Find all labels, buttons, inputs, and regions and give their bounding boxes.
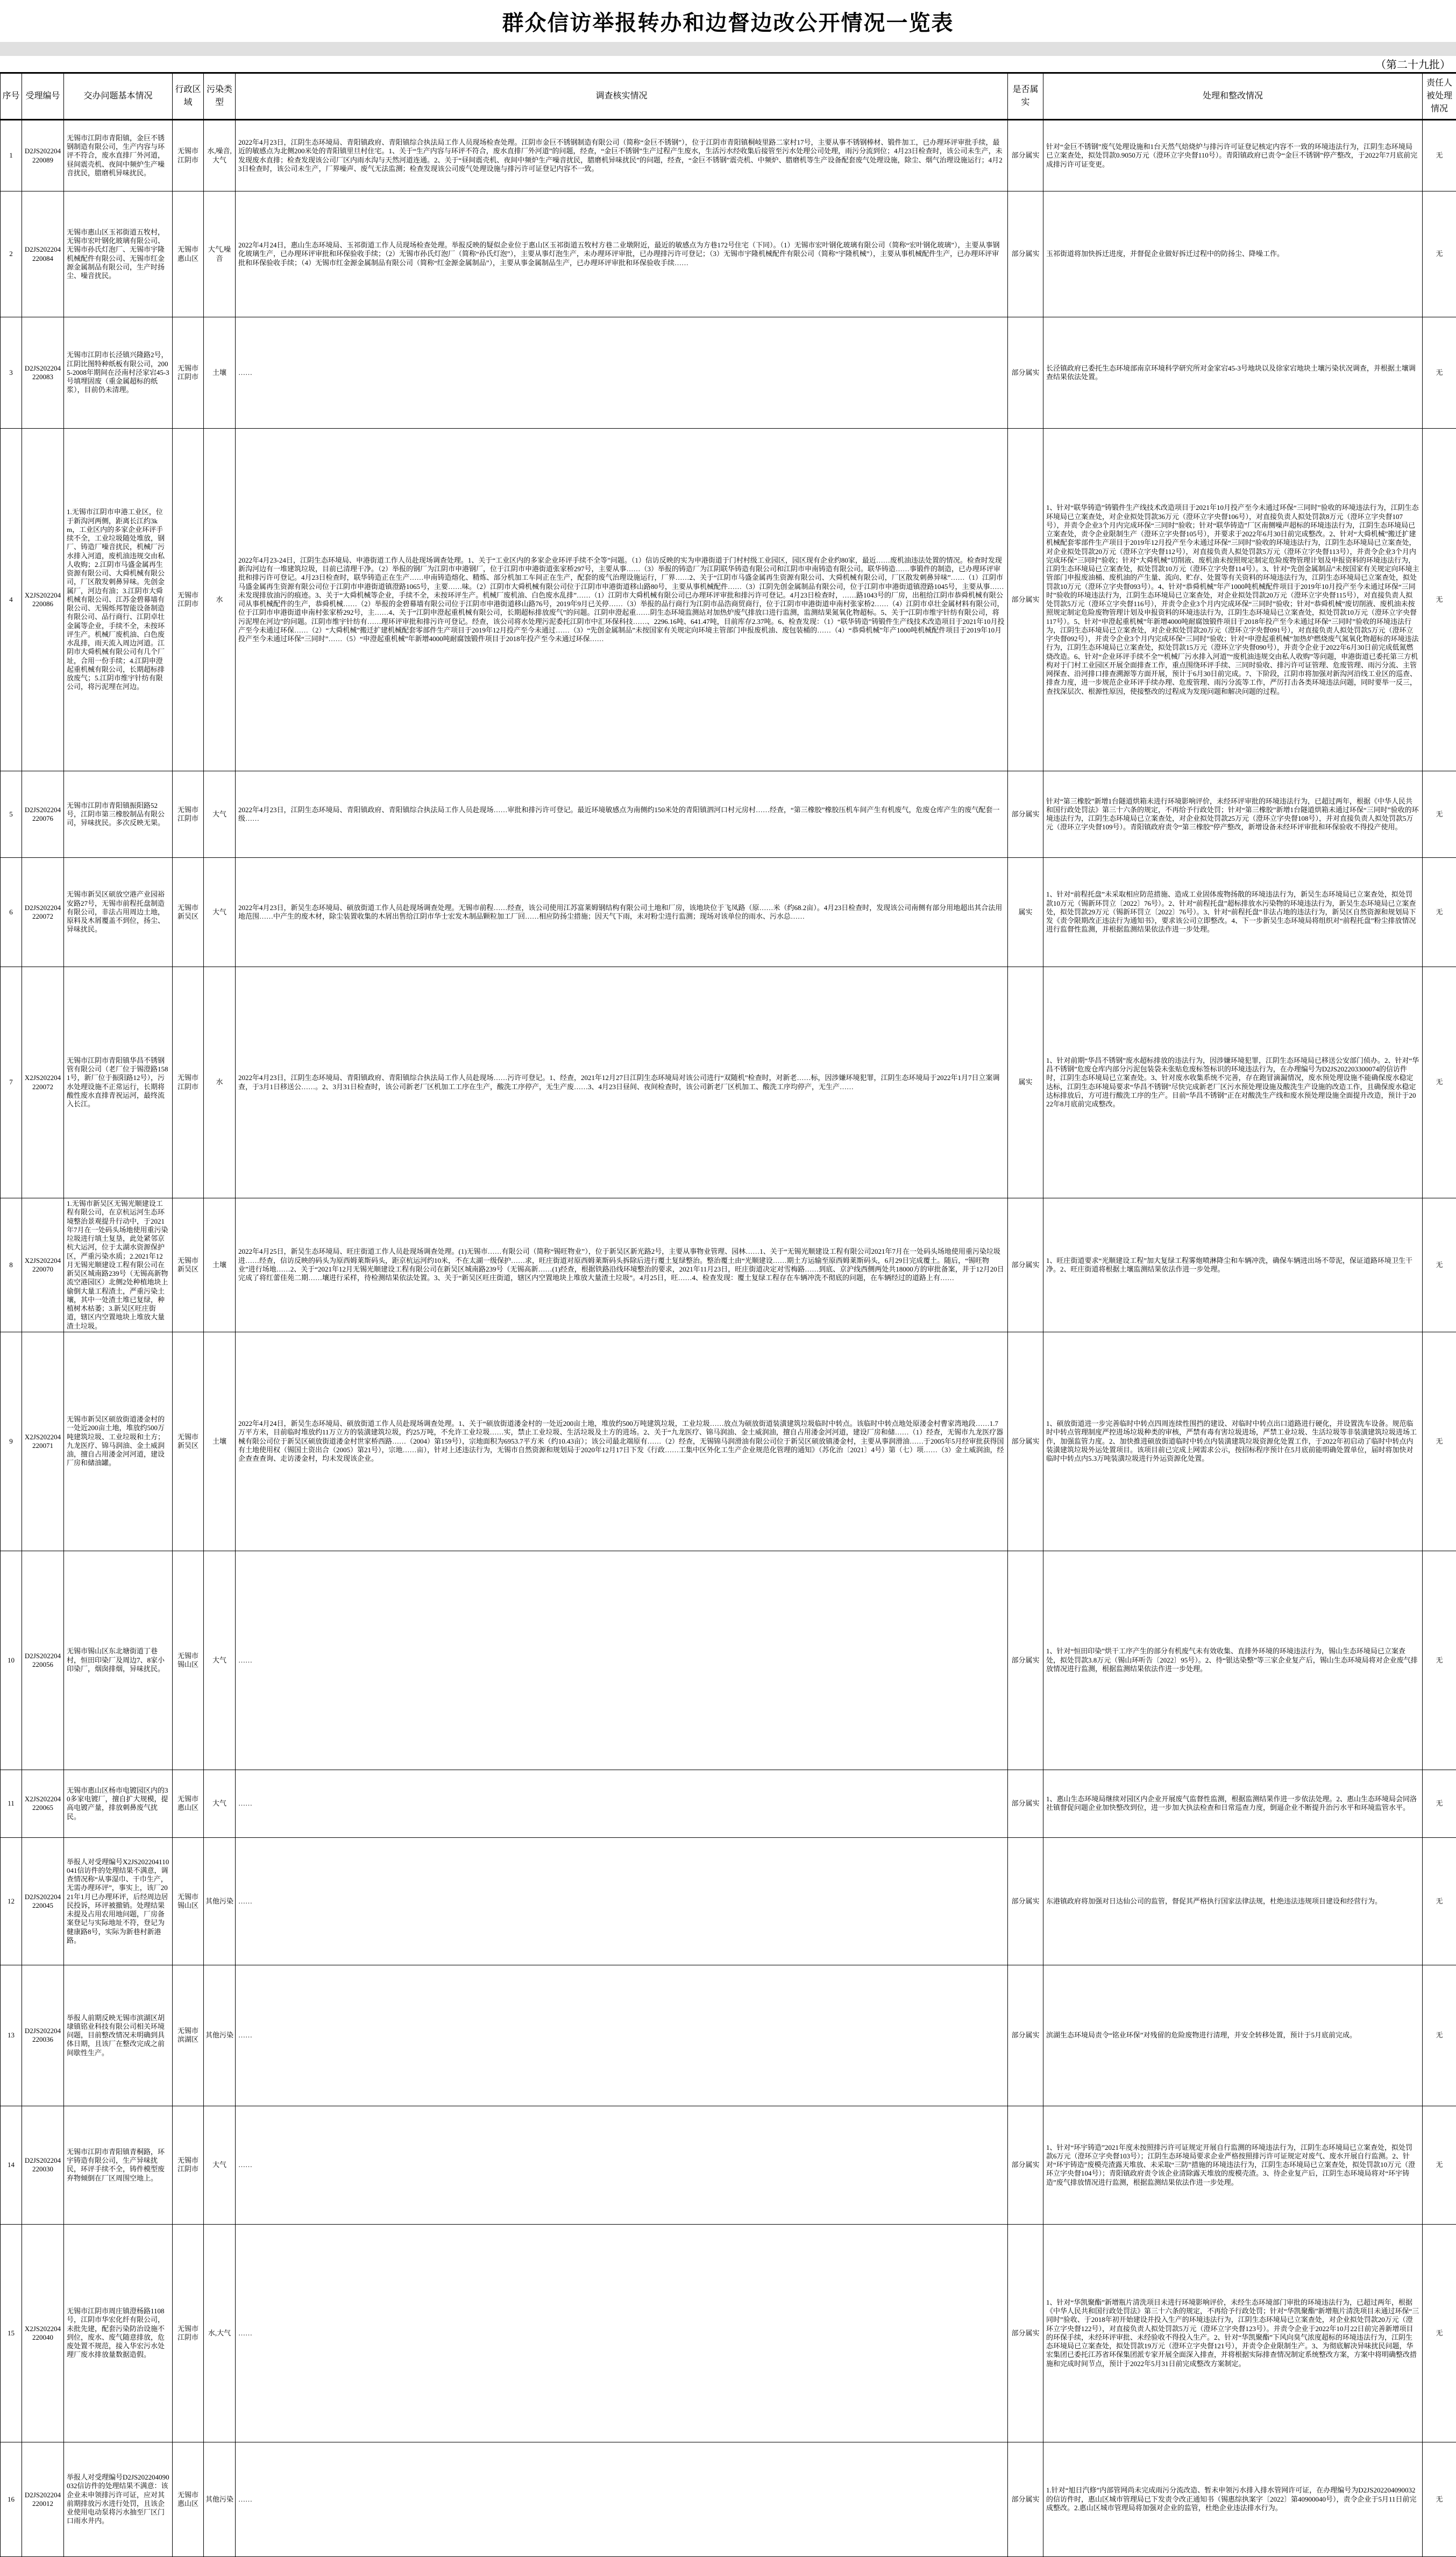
row-problem: 无锡市惠山区杨市电镀园区内的30多家电镀厂，擅自扩大规模，提高电镀产量，排放刺鼻废气扰民。	[64, 1770, 173, 1837]
table-row	[1, 1770, 1456, 1837]
row-seq: 2	[1, 191, 22, 317]
batch-band	[0, 56, 1456, 72]
table-row	[1, 191, 1456, 317]
row-investigation: ……	[236, 2224, 1008, 2442]
row-pollution-type: 土壤	[204, 317, 236, 429]
row-investigation: 2022年4月25日，新吴生态环境局、旺庄街道工作人员赴现场调查处理。(1)无锡市……有限公司（简称“锡旺物业”），位于新吴区新光路2号，主要从事物业管理、园林……1、关于“无锡光顺建设工程有限公司2021年7月在一处码头场地使用重污染垃圾进……经查，信访反映的码头为原西姆莱斯码头，距京杭运河约10米，不在太湖一级保护……求，旺庄街道对原西姆莱斯码头拆除后进行覆土复绿整治。整治覆土由“光顺建设……期土方运输至原西姆莱斯码头，6月29日完成覆土。随后，“锡旺物业”进行场地……2、关于“2021年12月无锡光顺建设工程有限公司在新吴区城南路239号（无锡高新……(1)经查，根据铁路沿线环境整治的要求，2021年11月23日，旺庄街道决定对雪梅路……到底、京沪线西侧两处共18000方的审批备案，并于12月20日完成了将红蕾佳苑二期……壤进行采样，待检测结果依法处置。3、关于“新吴区旺庄街道，辖区内空置地块上堆放大量渣土垃圾”。4月25日，旺……4、检查发现：覆土复绿工程存在车辆冲洗不彻底的问题，在车辆经过的道路上有……	[236, 1198, 1008, 1332]
row-region: 无锡市惠山区	[173, 2442, 204, 2556]
row-problem: 举报人前期反映无锡市滨湖区胡埭镇铭业科技有限公司相关环境问题，目前整改情况未明确到具体日期，且该厂在整改完成之前间歇性生产。	[64, 1965, 173, 2106]
row-problem: 举报人对受理编号X2JS202204110041信访件的处理结果不满意，调查情况称“从事湿巾、干巾生产，无需办理环评”，事实上，该厂2021年1月已办理环评，后经周边居民投诉，环评被撤销。处理结果未提及占用农用地问题，厂房备案登记与实际地址不符，登记为健康路8号，实际为新巷村新港路。	[64, 1837, 173, 1965]
row-pollution-type: 水,大气	[204, 2224, 236, 2442]
row-rectification: 1、针对“环宇铸造”2021年度未按照排污许可证规定开展自行监测的环境违法行为，江阴生态环境局已立案查处，拟处罚款6万元（澄环立字央督103号）；江阴生态环境局要求企业严格按照排污许可证规定对废气、废水开展自行监测。2、针对“环宇铸造”废模壳渣露天堆放、未采取“三防”措施的环境违法行为，江阴生态环境局已立案查处，拟处罚款10万元（澄环立字央督104号）；青阳镇政府责令该企业清除露天堆放的废模壳渣。3、待企业复产后，江阴生态环境局将对“环宇铸造”废气排放情况进行监测，根据监测结果依法作进一步处理。	[1043, 2106, 1423, 2224]
row-problem: 无锡市江阴市周庄镇澄杨路1108号，江阴市华宏化纤有限公司，未批先建，配套污染防治设施不到位，废水、废气随意排放，危废处置不规范，接入华宏污水处理厂废水排放量数据造假。	[64, 2224, 173, 2442]
col-header-investigation: 调查核实情况	[236, 73, 1008, 120]
row-seq: 6	[1, 858, 22, 967]
table-row	[1, 2224, 1456, 2442]
row-investigation: ……	[236, 2106, 1008, 2224]
row-accountability: 无	[1423, 967, 1456, 1198]
row-region: 无锡市锡山区	[173, 1837, 204, 1965]
batch-label: （第二十九批）	[1375, 58, 1451, 72]
col-header-pollution-type: 污染类型	[204, 73, 236, 120]
row-rectification: 1、惠山生态环境局继续对园区内企业开展废气监督性监测，根据监测结果作进一步依法处理。2、惠山生态环境局会同洛社镇督促问题企业加快整改到位，进一步加大执法检查和日常巡查力度，倒逼企业不断提升治污水平和环境监管水平。	[1043, 1770, 1423, 1837]
row-seq: 5	[1, 771, 22, 858]
row-seq: 9	[1, 1332, 22, 1551]
title-band	[0, 0, 1456, 42]
row-region: 无锡市江阴市	[173, 2106, 204, 2224]
col-header-region: 行政区域	[173, 73, 204, 120]
row-investigation: ……	[236, 2442, 1008, 2556]
row-accountability: 无	[1423, 1837, 1456, 1965]
row-rectification: 1.针对“旭日汽修”内部管网尚未完成雨污分流改造、暂未申领污水排入排水管网许可证，在办理编号为D2JS202204090032的信访件时，惠山区城市管理局已下发责令改正通知书（锡惠综执案字〔2022〕第40900040号），责令企业于5月11日前完成整改。2.惠山区城市管理局将加强对企业的监管，杜绝企业违法排水行为。	[1043, 2442, 1423, 2556]
row-investigation: 2022年4月24日，惠山生态环境局、玉祁街道工作人员现场检查处理。举报反映的疑似企业位于惠山区玉祁街道五牧村方巷二业墩附近，最近的敏感点为方巷172号住宅（下同）。（1）无锡市宏叶钢化玻璃有限公司（简称“宏叶钢化玻璃”），主要从事钢化玻璃生产，已办理环评审批和环保验收手续；（2）无锡市孙氏灯泡厂（简称“孙氏灯泡”），主要从事灯泡生产，未办理环评审批，已办理排污许可登记；（3）无锡市宇隆机械配件有限公司（简称“宇隆机械”），主要从事机械配件生产，已办理环评审批和环保验收手续；（4）无锡市红金源金属制品有限公司（简称“红金源金属制品”），主要从事金属制品生产，已办理环评审批和环保验收手续……	[236, 191, 1008, 317]
row-case-no: D2JS202204220030	[22, 2106, 64, 2224]
row-problem: 无锡市江阴市青阳镇，金巨不锈钢制造有限公司，生产内容与环评不符合，废水直排厂外河道，昼间震壳机、夜间中频炉生产噪音扰民，腊磨机异味扰民。	[64, 120, 173, 191]
row-pollution-type: 水	[204, 429, 236, 771]
row-rectification: 长泾镇政府已委托生态环境部南京环境科学研究所对金家宕45-3号地块以及徐家宕地块土壤污染状况调查，并根据土壤调查结果依法处置。	[1043, 317, 1423, 429]
row-case-no: D2JS202204220084	[22, 191, 64, 317]
row-verified: 属实	[1008, 967, 1043, 1198]
row-investigation: 2022年4月23日，江阴生态环境局、青阳镇政府、青阳镇综合执法局工作人员赴现场……审批和排污许可登记。最近环境敏感点为南侧约150米处的青阳镇泗河口村元房村……经查，“第三橡胶”橡胶压机车间产生有机废气，危废仓库产生的废气配套一级……	[236, 771, 1008, 858]
row-verified: 部分属实	[1008, 120, 1043, 191]
col-header-rectification: 处理和整改情况	[1043, 73, 1423, 120]
row-accountability: 无	[1423, 858, 1456, 967]
row-verified: 部分属实	[1008, 2224, 1043, 2442]
row-pollution-type: 水,噪音,大气	[204, 120, 236, 191]
row-problem: 1.无锡市江阴市申港工业区，位于新沟河两侧，距离长江约3km，工业区内的多家企业环评手续不全，工业垃圾随处堆放，钢厂、铸造厂噪音扰民，机械厂污水排入河道，废机油违规交由私人收购；2.江阴市马盛金属再生资源有限公司、大舜机械有限公司，厂区散发刺鼻异味。先创金属厂，河边有油；3.江阴市大舜机械有限公司、江苏金碧幕墙有限公司、无锡烁邦智能设备制造有限公司、品行商行、江阴卓壮金属等企业，手续不全，未按环评生产。机械厂废机油、白色废水乱排，雨天流入周边河道。江阴市大舜机械有限公司有几个厂址，合用一份手续；4.江阴申澄起重机械有限公司，长期超标排放废气；5.江阴市维宇针纺有限公司，将污泥埋在河边。	[64, 429, 173, 771]
row-region: 无锡市新吴区	[173, 858, 204, 967]
row-problem: 无锡市江阴市青阳镇华昌不锈钢管有限公司（老厂位于锡澄路1581号，新厂位于振阳路12号），污水处理设施不正常运行，长期将酸性废水直排青祝运河，最终流入长江。	[64, 967, 173, 1198]
row-verified: 部分属实	[1008, 317, 1043, 429]
row-rectification: 针对“第三橡胶”新增1台隧道烘箱未进行环境影响评价，未经环评审批的环境违法行为，已超过两年，根据《中华人民共和国行政处罚法》第三十六条的规定，不再给予行政处罚；针对“第三橡胶”新增1台隧道烘箱未通过环保“三同时”验收的环境违法行为，江阴生态环境局已立案查处，对企业拟处罚款25万元（澄环立字央督108号），并对直接负责人拟处罚款5万元（澄环立字央督109号）。青阳镇政府责令“第三橡胶”停产整改，新增设备未经环评审批和环保验收不得投产使用。	[1043, 771, 1423, 858]
complaints-table	[0, 72, 1456, 2557]
row-accountability: 无	[1423, 2106, 1456, 2224]
col-header-case-no: 受理编号	[22, 73, 64, 120]
row-region: 无锡市锡山区	[173, 1551, 204, 1770]
row-rectification: 1、针对“恒田印染”烘干工序产生的部分有机废气未有效收集、直排外环境的环境违法行为，锡山生态环境局已立案查处，拟处罚款3.8万元（锡山环听告〔2022〕95号）。2、待“银达染整”等三家企业复产后，锡山生态环境局将对企业废气排放情况进行监测，根据监测结果依法作进一步处理。	[1043, 1551, 1423, 1770]
row-investigation: 2022年4月23日，江阴生态环境局、青阳镇政府、青阳镇综合执法局工作人员赴现场……污许可登记。1、经查，2021年12月27日江阴生态环境局对该公司进行“双随机”检查时，对新老……标，因涉嫌环境犯罪，江阴生态环境局于2022年1月7日立案调查，于3月1日移送公……。2、3月31日检查时，该公司新老厂区机加工工序在生产，酸洗工序停产，无生产废……3、4月23日昼间、夜间检查时，该公司新老厂区机加工、酸洗工序均停产，无生产……	[236, 967, 1008, 1198]
table-row	[1, 317, 1456, 429]
col-header-accountability: 责任人被处理情况	[1423, 73, 1456, 120]
row-rectification: 1、针对“前程托盘”未采取相应防范措施、造成工业固体废物扬散的环境违法行为，新吴生态环境局已立案查处，拟处罚款10万元（锡新环罚立〔2022〕76号）。2、针对“前程托盘”超标排放水污染物的环境违法行为，新吴生态环境局已立案查处，拟处罚款29万元（锡新环罚立〔2022〕76号）。3、针对“前程托盘”非法占地的违法行为，新吴区自然资源和规划局下发《责令限期改正违法行为通知书》，要求该公司立即整改。4、下一步新吴生态环境局将组织对“前程托盘”粉尘排放情况进行监督性监测，并根据监测结果依法作进一步处理。	[1043, 858, 1423, 967]
row-case-no: D2JS202204220012	[22, 2442, 64, 2556]
row-accountability: 无	[1423, 1965, 1456, 2106]
row-case-no: D2JS202204220036	[22, 1965, 64, 2106]
row-region: 无锡市江阴市	[173, 2224, 204, 2442]
row-verified: 部分属实	[1008, 191, 1043, 317]
row-seq: 16	[1, 2442, 22, 2556]
col-header-verified: 是否属实	[1008, 73, 1043, 120]
row-region: 无锡市江阴市	[173, 967, 204, 1198]
row-case-no: D2JS202204220056	[22, 1551, 64, 1770]
row-case-no: X2JS202204220086	[22, 429, 64, 771]
row-rectification: 东港镇政府将加强对日达仙公司的监管，督促其严格执行国家法律法规，杜绝违法违规项目建设和经营行为。	[1043, 1837, 1423, 1965]
row-verified: 属实	[1008, 858, 1043, 967]
col-header-problem: 交办问题基本情况	[64, 73, 173, 120]
row-pollution-type: 其他污染	[204, 1965, 236, 2106]
row-verified: 部分属实	[1008, 2106, 1043, 2224]
row-region: 无锡市新吴区	[173, 1332, 204, 1551]
row-pollution-type: 水	[204, 967, 236, 1198]
row-case-no: X2JS202204220040	[22, 2224, 64, 2442]
row-rectification: 1、针对“联华铸造”铸锻件生产线技术改造项目于2021年10月投产至今未通过环保“三同时”验收的环境违法行为，江阴生态环境局已立案查处，对企业拟处罚款36万元（澄环立字央督106号），对直接负责人拟处罚款8万元（澄环立字央督107号），并责令企业3个月内完成环保“三同时”验收；针对“联华铸造”厂区南侧噪声超标的环境违法行为，江阴生态环境局已立案查处，责令企业限制生产（澄环立字央督105号），并要求于2022年6月30日前完成整改。2、针对“大舜机械”搬迁扩建机械配套零部件生产项目于2019年12月投产至今未通过环保“三同时”验收的环境违法行为，江阴生态环境局已立案查处，对企业拟处罚款20万元（澄环立字央督112号），对直接负责人拟处罚款5万元（澄环立字央督113号），并责令企业3个月内完成环保“三同时”验收；针对“大舜机械”切削液、废机油未按照规定制定危险废物管理计划及申报资料的环境违法行为，江阴生态环境局已立案查处，拟处罚款10万元（澄环立字央督114号）。3、针对“先创金属制品”未按国家有关规定向环境主管部门申报废油桶、废机油的产生量、流向、贮存、处置等有关资料的环境违法行为，江阴生态环境局已立案查处，拟处罚款10万元（澄环立字央督093号）。4、针对“恭舜机械”年产1000吨机械配件项目于2019年10月投产至今未通过环保“三同时”验收的环境违法行为，江阴生态环境局已立案查处，对企业拟处罚款20万元（澄环立字央督115号），对直接负责人拟处罚款5万元（澄环立字央督116号），并责令企业3个月内完成环保“三同时”验收；针对“恭舜机械”废切削液、废机油未按照规定制定危险废物管理计划及申报资料的环境违法行为，江阴生态环境局已立案查处，拟处罚款10万元（澄环立字央督117号）。5、针对“申澄起重机械”年新增4000吨耐腐蚀锻件项目于2018年投产至今未通过环保“三同时”验收的环境违法行为，江阴生态环境局已立案查处，对企业拟处罚款20万元（澄环立字央督091号），对直接负责人拟处罚款5万元（澄环立字央督092号），并责令企业3个月内完成环保“三同时”验收；针对“申澄起重机械”加热炉燃烧废气氮氧化物超标的环境违法行为，江阴生态环境局已立案查处，拟处罚款15万元（澄环立字央督090号），并责令企业于2022年6月30日前完成低氮燃烧改造。6、针对“企业环评手续不全”“机械厂污水排入河道”“废机油违规交由私人收购”等问题，申港街道已委托第三方机构对于门村工业园区开展全面排查工作，重点围绕环评手续、三同时验收、排污许可证管理、危废管理、雨污分流、主管网探查、沿河排口排查溯源等方面开展，预计于6月30日前完成。7、下阶段，江阴市将加强对新沟河沿线工业区的巡查、排查力度，进一步规范企业环评手续办理、危废管理、雨污分流等工作，严厉打击各类环境违法问题，同时要举一反三，查找深层次、根源性原因，使接整改的过程成为发现问题和解决问题的过程。	[1043, 429, 1423, 771]
divider-band	[0, 42, 1456, 56]
row-seq: 8	[1, 1198, 22, 1332]
row-accountability: 无	[1423, 1332, 1456, 1551]
table-row	[1, 1837, 1456, 1965]
row-verified: 部分属实	[1008, 1198, 1043, 1332]
row-accountability: 无	[1423, 191, 1456, 317]
row-region: 无锡市惠山区	[173, 1770, 204, 1837]
table-body	[1, 120, 1456, 2557]
row-problem: 无锡市惠山区玉祁街道五牧村，无锡市宏叶钢化玻璃有限公司、无锡市孙氏灯泡厂、无锡市宇隆机械配件有限公司、无锡市红金源金属制品有限公司，生产时扬尘、噪音扰民。	[64, 191, 173, 317]
row-accountability: 无	[1423, 317, 1456, 429]
page-title: 群众信访举报转办和边督边改公开情况一览表	[502, 6, 954, 37]
row-pollution-type: 大气	[204, 2106, 236, 2224]
table-row	[1, 2106, 1456, 2224]
row-investigation: 2022年4月23日，新吴生态环境局、硕放街道工作人员赴现场调查处理。无锡市前程……经查，该公司使用江苏富莱姆钢结构有限公司土地和厂房，该地块位于飞凤路（原……米（约68.2亩）。4月23日检查时，发现该公司南侧有部分用地超出其合法用地范围……中产生的废木材，除尘装置收集的木屑出售给江阴市华士宏发木制品颗粒加工厂回……相应防扬尘措施；因天气下雨，未对粉尘进行监测；现场对该单位的雨水、污水总……	[236, 858, 1008, 967]
row-pollution-type: 大气	[204, 1551, 236, 1770]
row-accountability: 无	[1423, 1198, 1456, 1332]
row-accountability: 无	[1423, 1551, 1456, 1770]
col-header-seq: 序号	[1, 73, 22, 120]
row-case-no: D2JS202204220076	[22, 771, 64, 858]
row-region: 无锡市惠山区	[173, 191, 204, 317]
row-investigation: 2022年4月23日，江阴生态环境局、青阳镇政府、青阳镇综合执法局工作人员现场检查处理。江阴市金巨不锈钢制造有限公司（简称“金巨不锈钢”），位于江阴市青阳镇桐岐里路二家村17号，主要从事不锈钢棒材、锻件加工，已办理环评审批手续，最近的敏感点为北侧200米处的青阳镇里旦村住宅。1、关于“生产内容与环评不符合，废水直排厂外河道”的问题，经查，“金巨不锈钢”生产过程产生废水，生活污水经收集后接管至污水处理公司处理，雨污分流到位；4月23日检查时，该公司未生产，未发现废水直排；检查发现该公司厂区内雨水沟与天然河道连通。2、关于“昼间震壳机、夜间中频炉生产噪音扰民，腊磨机异味扰民”的问题，经查，“金巨不锈钢”震壳机、中频炉、腊磨机等生产设备配套废气处理设施，除尘、烟气治理设施运行；4月23日检查时，该公司未生产，厂界噪声、废气无法监测；检查发现该公司废气处理设施与排污许可证登记内容不一致。	[236, 120, 1008, 191]
row-seq: 7	[1, 967, 22, 1198]
row-case-no: X2JS202204220065	[22, 1770, 64, 1837]
row-seq: 10	[1, 1551, 22, 1770]
row-verified: 部分属实	[1008, 429, 1043, 771]
row-region: 无锡市江阴市	[173, 317, 204, 429]
row-verified: 部分属实	[1008, 1837, 1043, 1965]
row-pollution-type: 其他污染	[204, 2442, 236, 2556]
row-rectification: 玉祁街道将加快拆迁进度，并督促企业做好拆迁过程中的防扬尘、降噪工作。	[1043, 191, 1423, 317]
row-problem: 1.无锡市新吴区无锡光顺建设工程有限公司，在京杭运河生态环境整治景观提升行动中，于2021年7月在一处码头场地使用重污染垃圾进行填土复垦，此处紧邻京杭大运河，位于太湖水资源保护区，严重污染水质；2.2021年12月无锡光顺建设工程有限公司在新吴区城南路239号（无锡高新物流空港园区）北侧2处种植地块上偷倒大量工程渣土，严重污染土壤，其中一处渣土堆已复绿，种植树木枯萎；3.新吴区旺庄街道，辖区内空置地块上堆放大量渣土垃圾。	[64, 1198, 173, 1332]
row-investigation: ……	[236, 317, 1008, 429]
row-investigation: 2022年4月23-24日，江阴生态环境局、申港街道工作人员赴现场调查处理。1、关于“工业区内的多家企业环评手续不全等”问题。（1）信访反映的实为申港街道于门村村级工业园区，园区现有企业约80家，最近……废机油违法处置的情况。检查时发现新沟河边有一堆建筑垃圾，目前已清理干净。（2）举报的钢厂为江阴市申港钢厂，位于江阴市申港街道张家桥297号，主要从事……（3）举报的铸造厂为江阴联华铸造有限公司和江阴市申南铸造有限公司。联华铸造……事锻件的制造，已办理环评审批和排污许可登记。4月23日检查时，联华铸造正在生产……申南铸造熔化、精炼、部分机加工车间正在生产，配套的废气治理设施运行，厂界……2、关于“江阴市马盛金属再生资源有限公司、大舜机械有限公司，厂区散发刺鼻异味”……（1）江阴市马盛金属再生资源有限公司位于江阴市申港街道镇澄路1065号，主要……味。（2）江阴市大舜机械有限公司位于江阴市申港街道移山路80号，主要从事机械配件……（3）江阴先创金属制品有限公司，位于江阴市申港街道镇澄路1045号，主要从事……未发现排放油污的痕迹。3、关于“大舜机械等企业，手续不全，未按环评生产。机械厂废机油、白色废水乱排”……（1）江阴市大舜机械有限公司已办理环评审批和排污许可登记。4月23日检查时，……路1043号的厂房，出租给江阴市恭舜机械有限公司从事机械配件的生产，恭舜机械……（2）举报的金碧幕墙有限公司位于江阴市申港街道移山路76号，2019年9月已关停……（3）举报的品行商行为江阴市品浩商贸商行，位于江阴市申港街道申南村张家桥2……（4）江阴市卓壮金属材料有限公司，位于江阴市申港街道申南村张家桥292号，主……4、关于“江阴申澄起重机械有限公司，长期超标排放废气”的问题。江阴申澄起重……阴生态环境监测站对加热炉废气排放口进行监测，监测结果氮氧化物超标。5、关于“江阴市维宇针纺有限公司，将污泥埋在河边”的问题。江阴市维宇针纺有……理环评审批和排污许可登记。经查，该公司将水处理污泥委托江阴市中汇环保科技……、2296.16吨、641.47吨，目前库存2.37吨。6、检查发现：（1）“联华铸造”铸锻件生产线技术改造项目于2021年10月投产至今未通过环保……（2）“大舜机械”搬迁扩建机械配套零部件生产项目于2019年12月投产至今未通过……（3）“先创金属制品”未按国家有关规定向环境主管部门申报废机油、废包装桶的……（4）“恭舜机械”年产1000吨机械配件项目于2019年10月投产至今未通过环保“三同时”……（5）“申澄起重机械”年新增4000吨耐腐蚀锻件项目于2018年投产至今未通过环保……	[236, 429, 1008, 771]
row-seq: 15	[1, 2224, 22, 2442]
row-verified: 部分属实	[1008, 1965, 1043, 2106]
row-case-no: X2JS202204220071	[22, 1332, 64, 1551]
table-row	[1, 858, 1456, 967]
row-case-no: D2JS202204220045	[22, 1837, 64, 1965]
row-region: 无锡市江阴市	[173, 120, 204, 191]
row-accountability: 无	[1423, 771, 1456, 858]
row-verified: 部分属实	[1008, 1332, 1043, 1551]
row-case-no: D2JS202204220083	[22, 317, 64, 429]
row-rectification: 1、旺庄街道要求“光顺建设工程”加大复绿工程雾炮喷淋降尘和车辆冲洗，确保车辆进出场不带泥，保证道路环境卫生干净。2、旺庄街道将根据土壤监测结果依法作进一步处理。	[1043, 1198, 1423, 1332]
row-case-no: X2JS202204220072	[22, 967, 64, 1198]
table-row	[1, 771, 1456, 858]
row-verified: 部分属实	[1008, 771, 1043, 858]
table-row	[1, 2442, 1456, 2556]
row-pollution-type: 大气	[204, 858, 236, 967]
table-row	[1, 1965, 1456, 2106]
row-rectification: 针对“金巨不锈钢”废气处理设施和1台天然气焙烧炉与排污许可证登记核定内容不一致的环境违法行为，江阴生态环境局已立案查处，拟处罚款0.9050万元（澄环立字央督110号）。青阳镇政府已责令“金巨不锈钢”停产整改，于2022年7月底前完成排污许可证变更。	[1043, 120, 1423, 191]
row-pollution-type: 土壤	[204, 1198, 236, 1332]
row-problem: 无锡市新吴区硕放街道溇金村的一处近200亩土地，堆放约500万吨建筑垃圾、工业垃圾和土方；九龙医疗、锦马润油、金土威润油，擅自占用溇金河河道，建设厂房和储油罐。	[64, 1332, 173, 1551]
table-row	[1, 1332, 1456, 1551]
row-rectification: 1、针对前期“华昌不锈钢”废水超标排放的违法行为，因涉嫌环境犯罪，江阴生态环境局已移送公安部门侦办。2、针对“华昌不锈钢”危废仓库内部分污泥包装袋未张贴危废标签标识的环境违法行为，在办理编号为D2JS202203300074的信访件时，江阴生态环境局已立案查处。3、针对废水收集系统不完善，存在跑冒滴漏情况，废水预处理设施不能确保废水稳定达标，江阴生态环境局要求“华昌不锈钢”尽快完成新老厂区污水预处理设施及酸洗生产设施的改造工作，且确保废水稳定达标排放后，方可进行酸洗工序的生产。目前“华昌不锈钢”正在对酸洗生产线和废水预处理设施全面提升改造，预计于2022年8月底前完成整改。	[1043, 967, 1423, 1198]
row-case-no: X2JS202204220070	[22, 1198, 64, 1332]
row-case-no: D2JS202204220072	[22, 858, 64, 967]
row-verified: 部分属实	[1008, 2442, 1043, 2556]
row-problem: 无锡市江阴市长泾镇兴隆路2号，江阴比图特种纸板有限公司，2005-2008年期间在泾南村泾家宕45-3号填埋固废（重金属超标的纸浆），目前仍未清理。	[64, 317, 173, 429]
row-problem: 无锡市江阴市青阳镇青桐路，环宇铸造有限公司，生产异味扰民，环评手续不全，铸件模型废弃物倾倒在厂区周围空地上。	[64, 2106, 173, 2224]
table-row	[1, 1198, 1456, 1332]
row-accountability: 无	[1423, 2442, 1456, 2556]
row-accountability: 无	[1423, 120, 1456, 191]
row-rectification: 1、针对“华凯聚酯”新增瓶片清洗项目未进行环境影响评价，未经生态环境部门审批的环境违法行为，已超过两年，根据《中华人民共和国行政处罚法》第三十六条的规定，不再给予行政处罚；针对“华凯聚酯”新增瓶片清洗项目未通过环保“三同时”验收、于2018年初开始建设并投入生产的环境违法行为，江阴生态环境局已立案查处，对企业拟处罚款20万元（澄环立字央督122号），对直接负责人拟处罚款5万元（澄环立字央督123号）。并责令企业于2022年10月22日前完善新增项目的环保手续，未经环评审批、未经验收不得投入生产。2、针对“华凯聚酯”下风向臭气浓度超标的环境违法行为，江阴生态环境局已立案查处，拟处罚款19万元（澄环立字央督121号），并责令企业限制生产。3、为彻底解决异味扰民问题，华宏集团已委托江苏省环保集团派专家开展全面深入排查，并将根据实际排查情况制定系统整改方案，方案中将明确整改措施和完成时间节点，预计于2022年5月31日前完成整改方案制定。	[1043, 2224, 1423, 2442]
row-region: 无锡市新吴区	[173, 1198, 204, 1332]
row-pollution-type: 大气,噪音	[204, 191, 236, 317]
row-problem: 举报人对受理编号D2JS202204090032信访件的处理结果不满意：该企业未申领排污许可证，应对其前期排放污水进行处罚，且该企业使用电动泵将污水抽至厂区门口雨水井内。	[64, 2442, 173, 2556]
table-row	[1, 1551, 1456, 1770]
row-region: 无锡市江阴市	[173, 771, 204, 858]
row-problem: 无锡市江阴市青阳镇振阳路52号，江阴市第三橡胶制品有限公司，异味扰民。多次反映无果。	[64, 771, 173, 858]
table-row	[1, 429, 1456, 771]
row-accountability: 无	[1423, 429, 1456, 771]
row-pollution-type: 其他污染	[204, 1837, 236, 1965]
row-accountability: 无	[1423, 1770, 1456, 1837]
row-region: 无锡市江阴市	[173, 429, 204, 771]
row-seq: 1	[1, 120, 22, 191]
row-investigation: 2022年4月24日，新吴生态环境局、硕放街道工作人员赴现场调查处理。1、关于“硕放街道溇金村的一处近200亩土地，堆放约500万吨建筑垃圾，工业垃圾……放点为硕放街道装潢建筑垃圾临时中转点。该临时中转点地处原溇金村曹家湾地段……1.7万平方米，目前临时堆放约11万立方的装潢建筑垃圾，约25万吨，不允许工业垃圾……实，禁止工业垃圾、生活垃圾及土方的进场。2、关于“九龙医疗、锦马润油、金土威润油，擅自占用溇金河河道，建设厂房和储……（1）经查，无锡市九龙医疗器械有限公司位于新吴区硕放街道溇金村世家桥西路……（2004）第159号），宗地面积为6953.7平方米（约10.43亩）；该公司最北端原有……（2）经查，无锡锦马润滑油有限公司位于新吴区硕放镇溇金村，主要从事润滑油……于2005年5月经审批获得国有土地使用权（锡国土资出合（2005）第21号），宗地……亩），针对上述违法行为，无锡市自然资源和规划局于2020年12月17日下发《行政……工集中区外化工生产企业规范化管理的通知》（苏化治〔2021〕4号）第（七）项……（3）金土威润油，经企查查查询、走访溇金村，均未发现该企业。	[236, 1332, 1008, 1551]
row-seq: 13	[1, 1965, 22, 2106]
row-rectification: 滨湖生态环境局责令“铭业环保”对残留的危险废物进行清理，并安全转移处置，预计于5月底前完成。	[1043, 1965, 1423, 2106]
row-investigation: ……	[236, 1551, 1008, 1770]
row-rectification: 1、硕放街道进一步完善临时中转点四周连续性围挡的建设、对临时中转点出口道路进行硬化，并设置洗车设备。规范临时中转点管理制度严控进场垃圾种类的审核，严禁有毒有害垃圾进场，严禁工业垃圾、生活垃圾等非装潢建筑垃圾进场工作，加强监管力度。2、加快推进硕放街道临时中转点内装潢建筑垃圾资源化处置工作，于2022年初启动了临时中转点内装潢建筑垃圾外运处置项目。该项目前已完成上网需求公示，按招标程序预计在5月底前能明确处置单位，届时将加快对临时中转点内5.3万吨装潢垃圾进行外运资源化处置。	[1043, 1332, 1423, 1551]
row-seq: 11	[1, 1770, 22, 1837]
row-verified: 部分属实	[1008, 1770, 1043, 1837]
row-region: 无锡市滨湖区	[173, 1965, 204, 2106]
header-row	[1, 73, 1456, 120]
table-row	[1, 967, 1456, 1198]
row-investigation: ……	[236, 1965, 1008, 2106]
row-seq: 3	[1, 317, 22, 429]
row-pollution-type: 大气	[204, 771, 236, 858]
row-seq: 12	[1, 1837, 22, 1965]
row-pollution-type: 大气	[204, 1770, 236, 1837]
row-case-no: D2JS202204220089	[22, 120, 64, 191]
row-investigation: ……	[236, 1770, 1008, 1837]
row-pollution-type: 土壤	[204, 1332, 236, 1551]
row-seq: 14	[1, 2106, 22, 2224]
table-row	[1, 120, 1456, 191]
row-verified: 部分属实	[1008, 1551, 1043, 1770]
row-seq: 4	[1, 429, 22, 771]
row-accountability: 无	[1423, 2224, 1456, 2442]
row-problem: 无锡市锡山区东北塘街道丁巷村，恒田印染厂及周边7、8家小印染厂，烟囱排烟，异味扰民。	[64, 1551, 173, 1770]
row-investigation: ……	[236, 1837, 1008, 1965]
row-problem: 无锡市新吴区硕放空港产业园裕安路27号，无锡市前程托盘制造有限公司，非法占用周边土地，原料及木屑覆盖不到位，扬尘、异味扰民。	[64, 858, 173, 967]
